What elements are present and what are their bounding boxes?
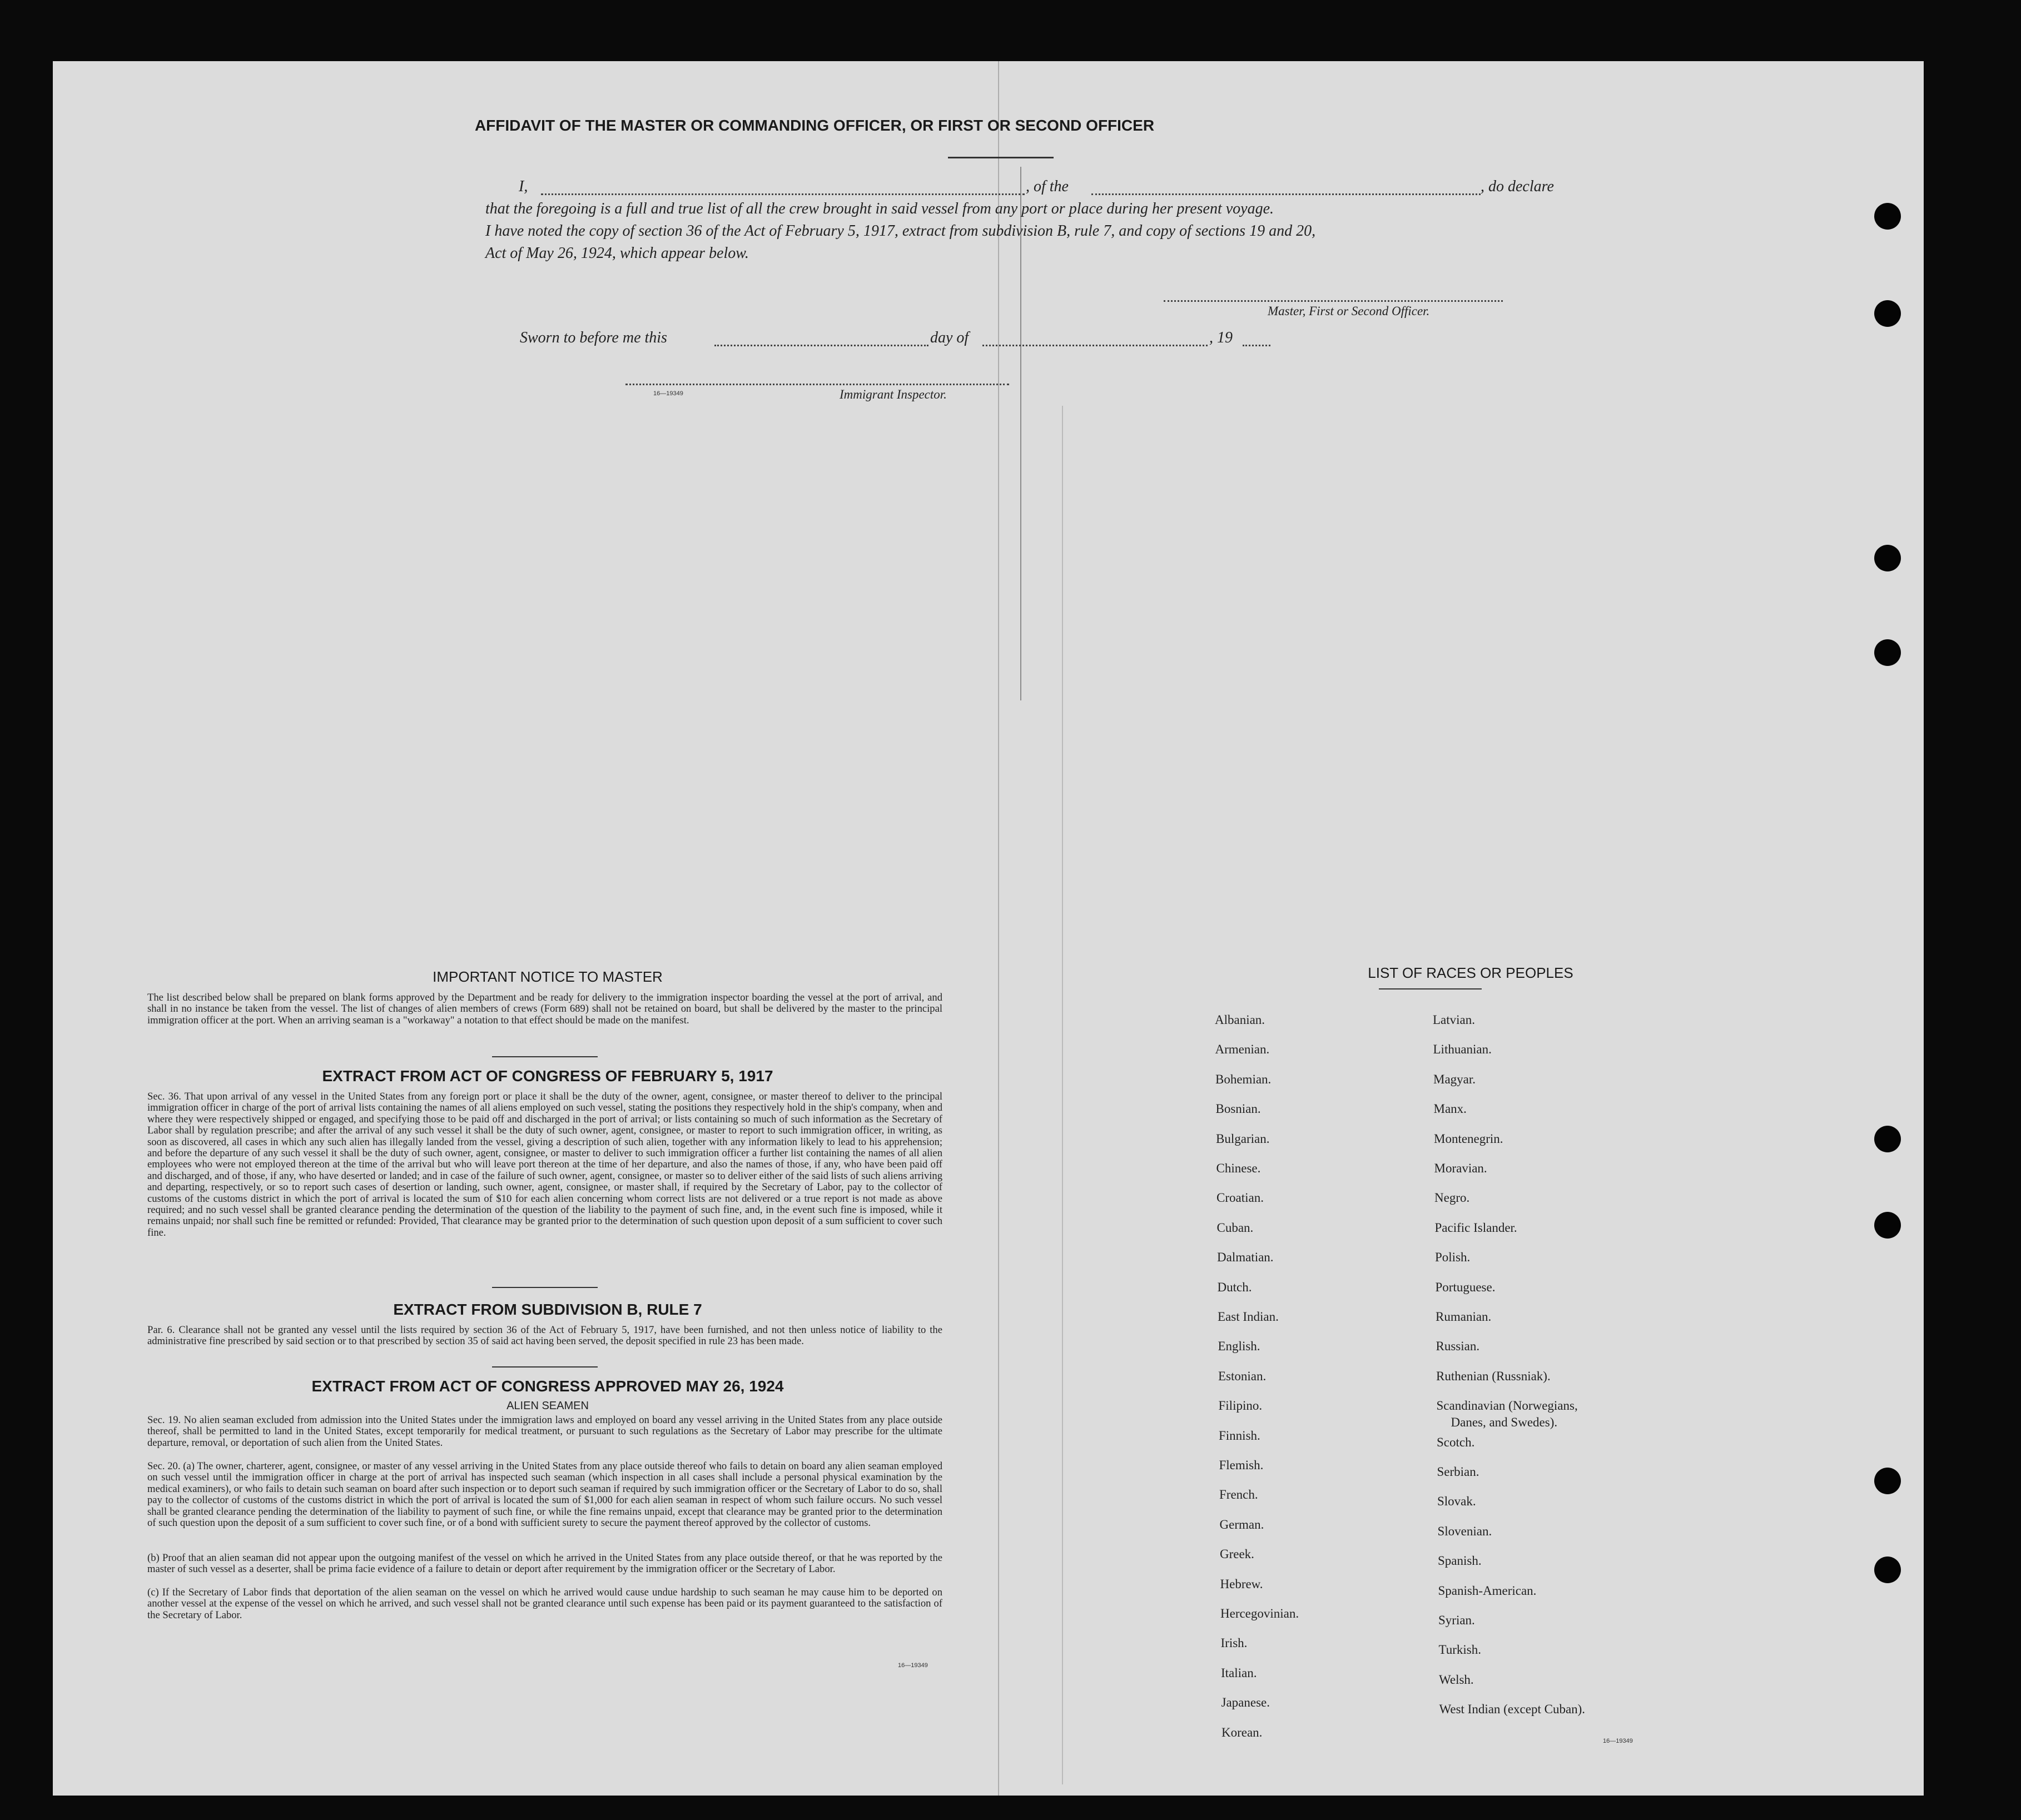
race-item: Rumanian. [1436,1310,1492,1324]
punch-hole [1874,1557,1901,1583]
race-item: Slovenian. [1437,1524,1492,1538]
extract-1917-title: EXTRACT FROM ACT OF CONGRESS OF FEBRUARY 5, 1917 [322,1067,773,1085]
sec20c-body: (c) If the Secretary of Labor finds that deportation of the alien seaman on the vessel on which he arrived would cause undue hardship to such seaman he may cause him to be deported on another vessel at the expense of the vessel on which he arrived, and such vessel shall not be granted clearance until such expense has been paid or its payment guaranteed to the satisfaction of the Secretary of Labor. [147,1587,942,1621]
punch-hole [1874,203,1901,230]
divider [492,1287,598,1288]
race-item: Lithuanian. [1433,1042,1492,1057]
name-field[interactable] [541,193,1025,195]
race-item: Finnish. [1219,1428,1260,1443]
notice-title: IMPORTANT NOTICE TO MASTER [433,968,663,985]
race-item: Flemish. [1219,1458,1264,1472]
divider [492,1366,598,1368]
form-number: 16—19349 [1603,1738,1633,1744]
divider [948,157,1054,158]
race-item: Bosnian. [1215,1102,1261,1116]
sworn-day-of: day of [930,329,969,346]
race-item: English. [1218,1339,1260,1354]
race-item: Negro. [1434,1191,1470,1205]
race-item: Portuguese. [1435,1280,1496,1294]
inspector-label: Immigrant Inspector. [840,387,947,401]
form-number: 16—19349 [898,1662,928,1669]
race-item: Welsh. [1439,1672,1474,1687]
alien-seamen-subtitle: ALIEN SEAMEN [507,1400,589,1412]
race-item: Scandinavian (Norwegians, [1436,1399,1578,1413]
inspector-signature-field[interactable] [625,384,1009,385]
subdivision-b-title: EXTRACT FROM SUBDIVISION B, RULE 7 [393,1301,702,1318]
race-item: Spanish. [1438,1554,1482,1568]
race-item: Filipino. [1218,1399,1263,1413]
race-item: Italian. [1221,1665,1257,1680]
race-item: Irish. [1220,1636,1248,1650]
race-item: Bulgarian. [1216,1131,1270,1146]
race-item: Syrian. [1438,1613,1475,1627]
sworn-year: , 19 [1209,329,1233,346]
affidavit-declare: , do declare [1481,178,1554,195]
affidavit-line1 [519,178,1564,200]
punch-hole [1874,1468,1901,1494]
race-item: Danes, and Swedes). [1451,1415,1558,1430]
fold-line [998,61,999,1796]
sec20b-body: (b) Proof that an alien seaman did not appear upon the outgoing manifest of the vessel on which he arrived in the United States from any place outside thereof, or that he was reported by the master of such vessel as a deserter, shall be prima facie evidence of a failure to detain or deport after requirement by the immigration officer or the Secretary of Labor. [147,1552,942,1575]
punch-hole [1874,1212,1901,1239]
affidavit-title: AFFIDAVIT OF THE MASTER OR COMMANDING OFFICER, OR FIRST OR SECOND OFFICER [474,117,1155,134]
sec19-body: Sec. 19. No alien seaman excluded from admission into the United States under the immigration laws and employed on board any vessel arriving in the United States from any place outside thereof, shall be permitted to land in the United States, except temporarily for medical treatment, or pursuant to such regulations as the Secretary of Labor may prescribe for the ultimate departure, removal, or deportation of such alien from the United States. [147,1414,942,1449]
sworn-month-field[interactable] [982,345,1208,346]
race-item: Hebrew. [1220,1577,1263,1591]
race-item: Magyar. [1433,1072,1476,1086]
race-item: Dutch. [1217,1280,1252,1294]
affidavit-line2: that the foregoing is a full and true list of all the crew brought in said vessel from any port or place during her present voyage. [485,200,1274,217]
race-item: Scotch. [1437,1435,1475,1449]
sworn-year-field[interactable] [1243,345,1270,346]
race-item: Greek. [1220,1547,1254,1562]
races-title: LIST OF RACES OR PEOPLES [1368,964,1573,981]
master-signature-label: Master, First or Second Officer. [1268,304,1430,318]
notice-body: The list described below shall be prepared on blank forms approved by the Department and be ready for delivery to the immigration inspector boarding the vessel at the port of arrival, and shall in no instance be taken from the vessel. The list of changes of alien members of crews (Form 689) shall not be retained on board, but shall be delivered by the master to the principal immigration officer at the port. When an arriving seaman is a "workaway" a notation to that effect should be made on the manifest. [147,992,942,1026]
race-item: Moravian. [1434,1161,1487,1175]
race-item: Chinese. [1216,1161,1261,1175]
race-item: Cuban. [1216,1220,1254,1235]
race-item: Dalmatian. [1217,1250,1274,1265]
punch-hole [1874,545,1901,571]
punch-hole [1874,300,1901,327]
sworn-date-field[interactable] [714,345,928,346]
race-item: Manx. [1433,1102,1467,1116]
race-item: Bohemian. [1215,1072,1272,1086]
affidavit-i: I, [519,178,528,195]
race-item: Pacific Islander. [1434,1220,1517,1235]
affidavit-of-the: , of the [1026,178,1069,195]
race-item: Japanese. [1221,1695,1270,1710]
race-item: East Indian. [1218,1310,1279,1324]
subdivision-b-body: Par. 6. Clearance shall not be granted any vessel until the lists required by section 36 of the Act of February 5, 1917, have been furnished, and not then unless notice of liability to the administrative fine prescribed by said section or to that prescribed by section 35 of said act having been served, the deposit specified in rule 23 has been made. [147,1324,942,1347]
sworn-prefix: Sworn to before me this [520,329,667,346]
race-item: Latvian. [1433,1013,1475,1027]
affidavit-line3: I have noted the copy of section 36 of the Act of February 5, 1917, extract from subdivision B, rule 7, and copy of sections 19 and 20, [485,222,1316,240]
race-item: Hercegovinian. [1220,1607,1299,1620]
vessel-field[interactable] [1091,193,1481,195]
race-item: Albanian. [1215,1013,1265,1027]
punch-hole [1874,1126,1901,1152]
race-item: German. [1219,1517,1264,1531]
race-item: West Indian (except Cuban). [1439,1702,1586,1717]
race-item: Serbian. [1437,1465,1479,1479]
affidavit-line4: Act of May 26, 1924, which appear below. [485,245,749,262]
extract-1917-body: Sec. 36. That upon arrival of any vessel in the United States from any foreign port or place it shall be the duty of the owner, agent, consignee, or master thereof to deliver to the principal immigration officer in charge of the port of arrival lists containing the names of all aliens employed on such vessel, stating the positions they respectively hold in the ship's company, when and where they were respectively shipped or engaged, and specifying those to be paid off and discharged in the port of arrival; or lists containing so much of such information as the Secretary of Labor shall by regulation prescribe; and after the arrival of any such vessel it shall be the duty of such owner, agent, consignee, or master to report to such immigration officer, in writing, as soon as discovered, all cases in which any such alien has illegally landed from the vessel, giving a description of such alien, together with any information likely to lead to his apprehension; and before the departure of any such vessel it shall be the duty of such owner, agent, consignee, or master to deliver to such immigration officer a further list containing the names of all alien employees who were not employed thereon at the time of the arrival but who will leave port thereon at the time of her departure, and also the names of those, if any, who have been paid off and discharged, and of those, if any, who have deserted or landed; and in case of the failure of such owner, agent, consignee, or master so to deliver either of the said lists of such aliens arriving and departing, respectively, or so to report such cases of desertion or landing, such owner, agent, consignee, or master shall, if required by the Secretary of Labor, pay to the collector of customs of the customs district in which the port of arrival is located the sum of $10 for each alien concerning whom correct lists are not delivered or a true report is not made as above required; and no such vessel shall be granted clearance pending the determination of the question of the liability to the payment of such fine, and, in the event such fine is imposed, while it remains unpaid; nor shall such fine be remitted or refunded: Provided, That clearance may be granted prior to the determination of such question upon deposit of a sum sufficient to cover such fine. [147,1091,943,1239]
punch-hole [1874,639,1901,666]
race-item: Russian. [1436,1339,1480,1354]
sworn-line [520,329,1354,351]
race-item: French. [1219,1488,1258,1502]
divider [492,1056,598,1057]
form-number: 16—19349 [653,390,683,397]
column-line [1062,406,1063,1784]
race-item: Korean. [1221,1725,1263,1739]
race-item: Slovak. [1437,1494,1476,1509]
race-item: Croatian. [1216,1191,1264,1205]
master-signature-field[interactable] [1164,300,1503,302]
race-item: Ruthenian (Russniak). [1436,1369,1551,1383]
race-item: Spanish-American. [1438,1583,1537,1598]
divider [1379,988,1482,989]
race-item: Armenian. [1215,1042,1270,1057]
extract-1924-title: EXTRACT FROM ACT OF CONGRESS APPROVED MAY 26, 1924 [311,1378,784,1395]
sec20a-body: Sec. 20. (a) The owner, charterer, agent, consignee, or master of any vessel arriving in the United States from any place outside thereof who fails to detain on board any alien seaman employed on such vessel until the immigration officer in charge at the port of arrival has inspected such seaman (which inspection in all cases shall include a personal physical examination by the medical examiners), or who fails to detain such seaman on board after such inspection or to deport such seaman if required by such immigration officer or the Secretary of Labor to do so, shall pay to the collector of customs of the customs district in which the port of arrival is located the sum of $1,000 for each alien seaman in respect of whom such failure occurs. No such vessel shall be granted clearance pending the determination of the liability to payment of such fine, or while the fine remains unpaid, except that clearance may be granted prior to the determination of such question upon the deposit of a sum sufficient to cover such fine, or of a bond with sufficient surety to secure the payment thereof approved by the collector of customs. [147,1460,942,1529]
race-item: Turkish. [1438,1643,1481,1657]
race-item: Montenegrin. [1434,1131,1503,1146]
form-sheet [53,61,1924,1796]
race-item: Estonian. [1218,1369,1267,1383]
race-item: Polish. [1435,1250,1471,1265]
